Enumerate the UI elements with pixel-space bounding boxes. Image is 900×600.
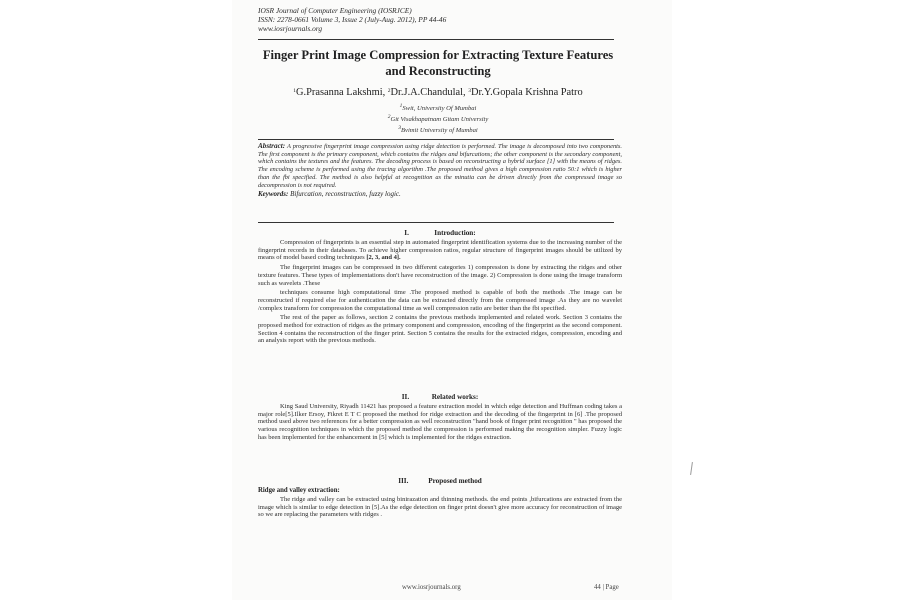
intro-paragraph-4: The rest of the paper as follows, section 2 contains the previous methods implemented and related work. Section 3 contains the proposed method for extraction of ridges as the primary component and compression, encoding of the fingerprint as the second component. Section 4 contains the reconstruction of the finger print. Section 5 contains the results for the extracted ridges, compression, encoding and an analysis report with the previous methods. [258,314,622,345]
section-heading-introduction [258,229,622,237]
footer-page-number: 44 | Page [594,584,619,591]
proposed-method-body [258,496,622,521]
abstract-paragraph [258,143,622,189]
keywords-text: Bifurcation, reconstruction, fuzzy logic. [290,190,401,199]
paper-page [232,0,672,600]
intro-p1-text: Compression of fingerprints is an essential step in automated fingerprint identification systems due to the increasing number of the fingerprint records in their databases. To achieve higher compression ratios, regular structure of fingerprint images should be utilized by means of model based coding techniques [258,239,622,262]
affiliation-1-sup: 1 [399,103,403,109]
ridge-valley-subheading: Ridge and valley extraction: [258,487,340,494]
author-3-name: Dr.Y.Gopala Krishna Patro [470,87,583,98]
author-2-sup: 2 [387,88,391,94]
section-1-title: Introduction: [434,229,476,237]
affiliation-3-sup: 3 [398,125,401,131]
affiliation-2-sup: 2 [387,114,391,120]
abstract-bottom-divider [258,222,614,223]
journal-issn: ISSN: 2278-0661 Volume 3, Issue 2 (July-Aug. 2012), PP 44-46 [258,15,447,25]
intro-paragraph-2: The fingerprint images can be compressed in two different categories 1) compression is done by extracting the ridges and other texture features. These types of implementations don't have reconstruction of the image. 2) Compression is done using the image transform such as wavelets .These [258,264,622,287]
author-2-name: Dr.J.A.Chandulal, [390,87,469,98]
keywords-label: Keywords: [258,190,289,199]
affiliation-2 [254,113,622,124]
stray-pen-mark [690,462,693,475]
section-heading-related-works [258,393,622,401]
affiliation-1-text: Swit, University Of Mumbai [402,105,477,112]
section-3-title: Proposed method [428,477,482,485]
affiliation-2-text: Git Visakhapatnam Gitam University [390,116,489,123]
related-paragraph-1: King Saud University, Riyadh 11421 has proposed a feature extraction model in which edge detection and Huffman coding takes a major role[5].Ilker Ersoy, Fikret E T C proposed the method for ridge extraction and the decoding of the fingerprint in [6] .The proposed method used above two references for a better compression as well reconstruction "hand book of finger print recognition " has proposed the various recognition techniques in which the proposed method the compression is performed making the recognition simpler. Fuzzy logic has been implemented for the enhancement in [5] which is implemented for the ridges extraction. [258,403,622,441]
abstract-block [258,143,622,198]
abstract-text: A progressive fingerprint image compression using ridge detection is performed. The image is decomposed into two components. The first component is the primary component, which contains the ridges and bifurcations; the other component is the secondary component, which contains the textures and the features. The decoding process is based on reconstructing a hybrid surface [1] with the means of ridges. The encoding scheme is performed using the tracing algorithm .The proposed method gives a high compression ratio 50:1 which is higher than the fbi specified. The method is also helpful at recognition as the minutia can be driven directly from the compressed image so decompression is not required. [258,143,623,189]
affiliation-3 [254,124,622,135]
section-heading-proposed-method [258,477,622,485]
affiliation-3-text: Bvimit University of Mumbai [401,127,478,134]
header-divider [258,39,614,40]
proposed-paragraph-1: The ridge and valley can be extracted using binirazation and thinning methods. the end points ,bifurcations are extracted from the image which is similar to edge detection in [5].As the edge detection on finger print doesn't give more accuracy for reconstruction of image so we are replacing the parameters with ridges . [258,496,622,519]
intro-p1-refs: [2, 3, and 4]. [366,254,401,262]
introduction-body [258,239,622,347]
section-3-number: III. [398,477,409,485]
author-list [254,87,622,98]
section-2-title: Related works: [431,393,479,401]
journal-site: www.iosrjournals.org [258,24,323,34]
footer-url: www.iosrjournals.org [402,584,461,591]
affiliations [254,102,622,135]
abstract-label: Abstract: [258,142,286,150]
abstract-top-divider [258,139,614,140]
author-1-name: G.Prasanna Lakshmi, [296,87,388,98]
paper-title: Finger Print Image Compression for Extracting Texture Features and Reconstructing [262,48,614,78]
author-3-sup: 3 [468,88,471,94]
affiliation-1 [254,102,622,113]
intro-paragraph-3: techniques consume high computational time .The proposed method is capable of both the methods .The image can be reconstructed if required else for authentication the data can be extracted directly from the compressed image .As they are no wavelet /complex transform for compression the computational time as well compression ratio are better than the fbi specified. [258,289,622,312]
keywords-line [258,190,622,198]
section-2-number: II. [401,393,410,401]
related-works-body [258,403,622,444]
section-1-number: I. [404,229,409,237]
journal-header [258,6,446,34]
journal-name: IOSR Journal of Computer Engineering (IOSRJCE) [258,6,412,15]
intro-paragraph-1 [258,239,622,262]
author-1-sup: 1 [293,88,297,94]
